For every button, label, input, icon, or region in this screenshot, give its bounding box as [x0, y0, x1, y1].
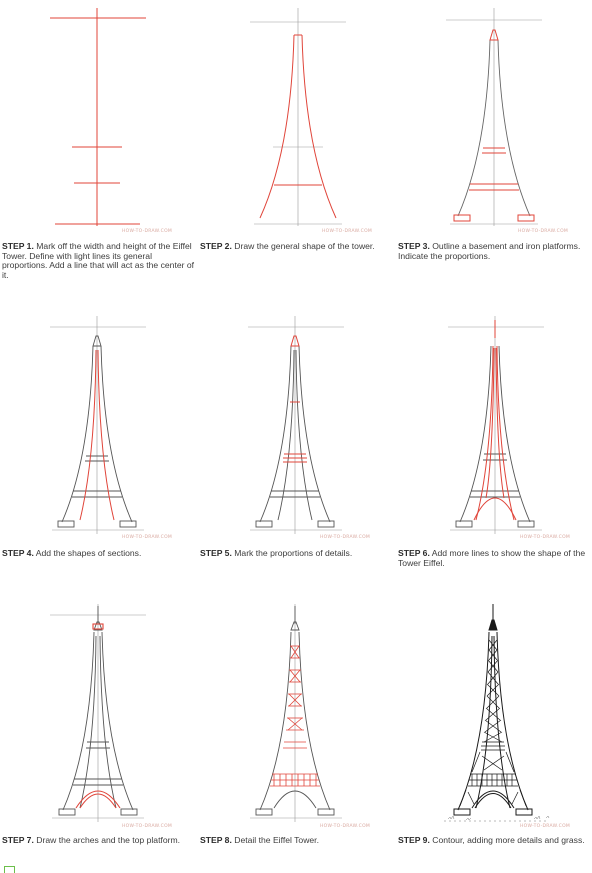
step-4-label: STEP 4. [2, 548, 34, 558]
watermark: HOW-TO-DRAW.COM [320, 824, 371, 829]
watermark: HOW-TO-DRAW.COM [320, 535, 371, 540]
step-2-caption [200, 242, 394, 252]
watermark: HOW-TO-DRAW.COM [122, 824, 173, 829]
step-5-text: Mark the proportions of details. [234, 548, 353, 558]
step-6 [396, 308, 592, 598]
step-2-drawing [198, 0, 396, 240]
step-4-drawing [0, 308, 198, 548]
step-3-drawing [396, 0, 592, 240]
step-1-label: STEP 1. [2, 241, 34, 251]
step-5-caption [200, 549, 394, 559]
step-6-label: STEP 6. [398, 548, 430, 558]
step-3-text: Outline a basement and iron platforms. Indicate the proportions. [398, 241, 581, 261]
step-8-caption [200, 836, 394, 846]
step-3-label: STEP 3. [398, 241, 430, 251]
step-8 [198, 596, 396, 866]
watermark: HOW-TO-DRAW.COM [322, 229, 373, 234]
step-9-drawing [396, 596, 592, 831]
step-7-text: Draw the arches and the top platform. [36, 835, 181, 845]
watermark: HOW-TO-DRAW.COM [520, 824, 571, 829]
step-5-drawing [198, 308, 396, 548]
step-3 [396, 0, 592, 300]
step-6-caption [398, 549, 592, 568]
watermark: HOW-TO-DRAW.COM [518, 229, 569, 234]
step-1-caption [2, 242, 196, 280]
watermark: HOW-TO-DRAW.COM [122, 229, 173, 234]
step-8-drawing [198, 596, 396, 831]
step-2-text: Draw the general shape of the tower. [234, 241, 375, 251]
step-6-text: Add more lines to show the shape of the Tower Eiffel. [398, 548, 586, 568]
corner-mark-icon [4, 866, 15, 873]
step-4-text: Add the shapes of sections. [35, 548, 142, 558]
step-4 [0, 308, 198, 598]
step-2 [198, 0, 396, 300]
step-6-drawing [396, 308, 592, 548]
step-9-caption [398, 836, 592, 846]
step-2-label: STEP 2. [200, 241, 232, 251]
step-7 [0, 596, 198, 866]
step-8-text: Detail the Eiffel Tower. [234, 835, 319, 845]
step-7-caption [2, 836, 196, 846]
step-4-caption [2, 549, 196, 559]
step-1-drawing [0, 0, 198, 240]
step-8-label: STEP 8. [200, 835, 232, 845]
watermark: HOW-TO-DRAW.COM [122, 535, 173, 540]
step-9 [396, 596, 592, 866]
watermark: HOW-TO-DRAW.COM [520, 535, 571, 540]
step-7-drawing [0, 596, 198, 831]
step-1 [0, 0, 198, 300]
step-3-caption [398, 242, 592, 261]
step-9-label: STEP 9. [398, 835, 430, 845]
step-9-text: Contour, adding more details and grass. [432, 835, 585, 845]
step-1-text: Mark off the width and height of the Eiffel Tower. Define with light lines its general proportions. Add a line that will act as the center of it. [2, 241, 195, 280]
step-7-label: STEP 7. [2, 835, 34, 845]
step-5 [198, 308, 396, 598]
step-5-label: STEP 5. [200, 548, 232, 558]
